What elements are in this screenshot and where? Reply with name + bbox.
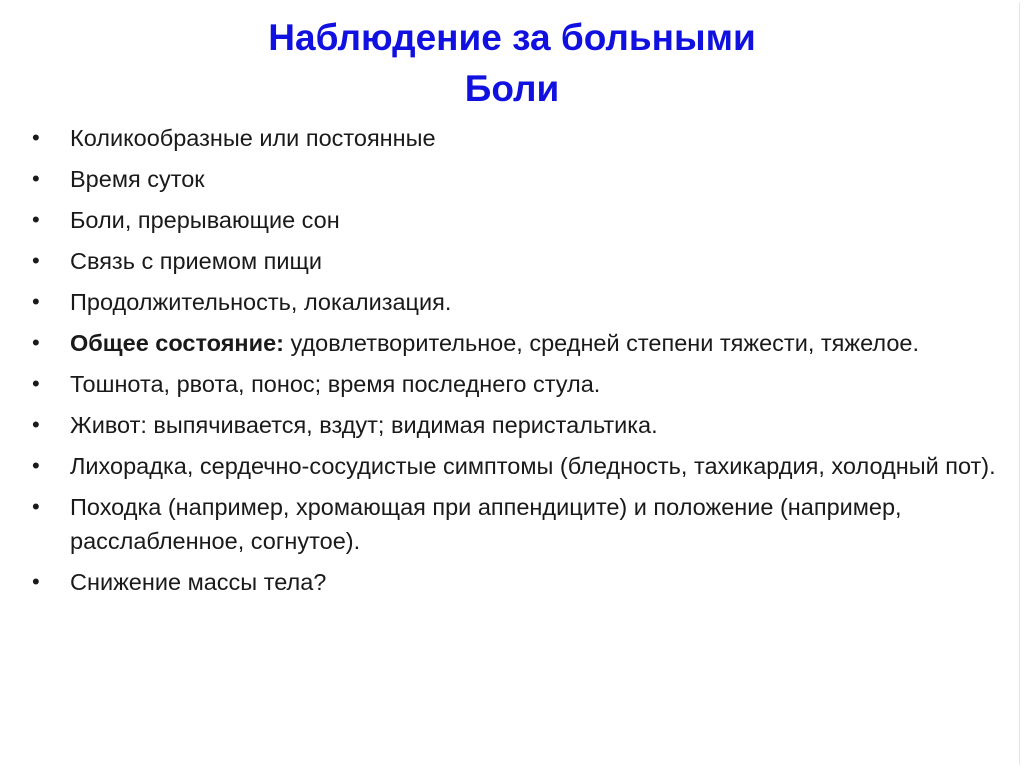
bullet-text: Походка (например, хромающая при аппендиците) и положение (например, расслабленное, согнутое). — [70, 494, 902, 554]
bullet-item — [32, 285, 1002, 319]
bullet-text: Боли, прерывающие сон — [70, 207, 340, 233]
slide-title-line-1: Наблюдение за больными — [268, 17, 756, 58]
bullet-item — [32, 121, 1002, 155]
bullet-item — [32, 203, 1002, 237]
bullet-item — [32, 326, 1002, 360]
bullet-text: удовлетворительное, средней степени тяжести, тяжелое. — [283, 330, 920, 356]
slide-title-line-2: Боли — [464, 68, 560, 109]
bullet-item — [32, 367, 1002, 401]
bullet-item — [32, 490, 1002, 558]
bullet-item — [32, 565, 1002, 599]
bullet-dot-icon: • — [32, 330, 40, 355]
bullet-text: Связь с приемом пищи — [70, 248, 322, 274]
bullet-text: Тошнота, рвота, понос; время последнего стула. — [70, 371, 601, 397]
bullet-list — [32, 121, 1002, 606]
bullet-item — [32, 162, 1002, 196]
bullet-dot-icon: • — [32, 289, 40, 314]
bullet-bold-label: Общее состояние: — [70, 330, 284, 356]
bullet-text: Коликообразные или постоянные — [70, 125, 436, 151]
bullet-item — [32, 449, 1002, 483]
bullet-item — [32, 244, 1002, 278]
slide-border — [1019, 2, 1020, 765]
bullet-dot-icon: • — [32, 371, 40, 396]
slide-title — [0, 12, 1024, 114]
bullet-dot-icon: • — [32, 166, 40, 191]
bullet-text: Лихорадка, сердечно-сосудистые симптомы (бледность, тахикардия, холодный пот). — [70, 453, 996, 479]
bullet-dot-icon: • — [32, 125, 40, 150]
bullet-item — [32, 408, 1002, 442]
bullet-text: Живот: выпячивается, вздут; видимая перистальтика. — [70, 412, 658, 438]
bullet-dot-icon: • — [32, 494, 40, 519]
bullet-dot-icon: • — [32, 569, 40, 594]
bullet-text: Снижение массы тела? — [70, 569, 327, 595]
bullet-text: Продолжительность, локализация. — [70, 289, 452, 315]
bullet-dot-icon: • — [32, 248, 40, 273]
bullet-text: Время суток — [70, 166, 205, 192]
bullet-dot-icon: • — [32, 207, 40, 232]
bullet-dot-icon: • — [32, 453, 40, 478]
bullet-dot-icon: • — [32, 412, 40, 437]
